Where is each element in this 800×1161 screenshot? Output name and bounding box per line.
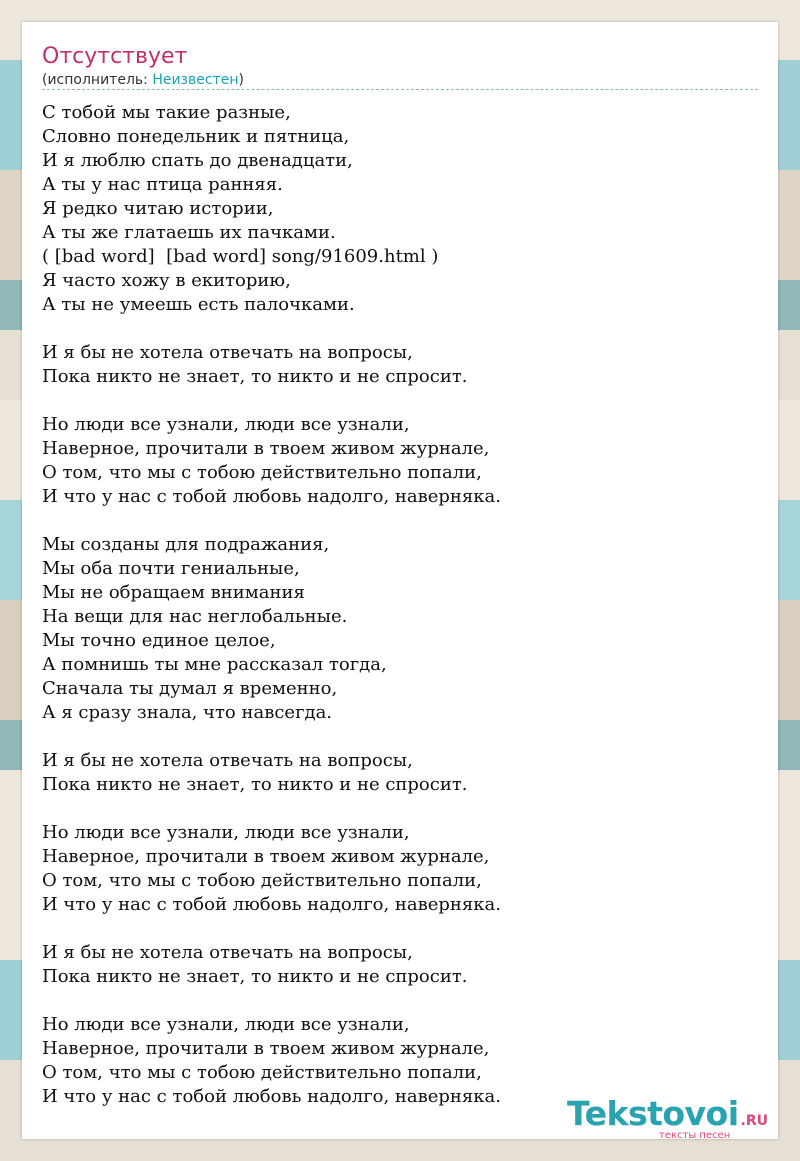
title-divider xyxy=(42,89,758,90)
artist-suffix: ) xyxy=(238,72,244,88)
lyrics-stanza xyxy=(42,533,501,725)
artist-link[interactable]: Неизвестен xyxy=(152,72,239,88)
lyrics-line: Пока никто не знает, то никто и не спросит. xyxy=(42,966,468,987)
lyrics-line: Наверное, прочитали в твоем живом журнале, xyxy=(42,438,490,459)
lyrics-stanza xyxy=(42,821,501,917)
lyrics-line: Пока никто не знает, то никто и не спросит. xyxy=(42,366,468,387)
lyrics-stanza xyxy=(42,749,501,797)
lyrics-line: Мы созданы для подражания, xyxy=(42,534,330,555)
lyrics-line: О том, что мы с тобою действительно попали, xyxy=(42,870,482,891)
song-title: Отсутствует xyxy=(42,44,188,69)
lyrics-line: Сначала ты думал я временно, xyxy=(42,678,338,699)
lyrics-stanza xyxy=(42,413,501,509)
lyrics-line: А помнишь ты мне рассказал тогда, xyxy=(42,654,387,675)
lyrics-line: Но люди все узнали, люди все узнали, xyxy=(42,414,410,435)
lyrics-line: И что у нас с тобой любовь надолго, наверняка. xyxy=(42,894,501,915)
lyrics-stanza xyxy=(42,941,501,989)
artist-prefix: (исполнитель: xyxy=(42,72,153,88)
lyrics-line: А ты не умеешь есть палочками. xyxy=(42,294,355,315)
lyrics-line: О том, что мы с тобою действительно попали, xyxy=(42,1062,482,1083)
lyrics-line: ( [bad word] [bad word] song/91609.html ) xyxy=(42,246,439,267)
lyrics-line: Мы точно единое целое, xyxy=(42,630,276,651)
lyrics-line: Словно понедельник и пятница, xyxy=(42,126,350,147)
lyrics-line: А я сразу знала, что навсегда. xyxy=(42,702,333,723)
lyrics-stanza xyxy=(42,341,501,389)
lyrics-text xyxy=(42,101,501,1109)
logo-tagline: тексты песен xyxy=(659,1130,731,1141)
lyrics-line: Мы не обращаем внимания xyxy=(42,582,305,603)
lyrics-line: И что у нас с тобой любовь надолго, наверняка. xyxy=(42,1086,501,1107)
artist-line xyxy=(42,71,244,89)
lyrics-line: Наверное, прочитали в твоем живом журнале, xyxy=(42,1038,490,1059)
lyrics-line: Я редко читаю истории, xyxy=(42,198,274,219)
lyrics-line: И я люблю спать до двенадцати, xyxy=(42,150,353,171)
logo-domain-suffix: .RU xyxy=(740,1113,769,1129)
lyrics-card xyxy=(22,22,778,1139)
lyrics-line: Пока никто не знает, то никто и не спросит. xyxy=(42,774,468,795)
lyrics-line: На вещи для нас неглобальные. xyxy=(42,606,348,627)
lyrics-line: А ты же глатаешь их пачками. xyxy=(42,222,336,243)
lyrics-line: И я бы не хотела отвечать на вопросы, xyxy=(42,750,413,771)
lyrics-line: Но люди все узнали, люди все узнали, xyxy=(42,1014,410,1035)
lyrics-line: О том, что мы с тобою действительно попали, xyxy=(42,462,482,483)
site-logo[interactable] xyxy=(567,1094,777,1139)
lyrics-line: Я часто хожу в екиторию, xyxy=(42,270,291,291)
lyrics-stanza xyxy=(42,101,501,317)
lyrics-line: А ты у нас птица ранняя. xyxy=(42,174,283,195)
lyrics-line: И я бы не хотела отвечать на вопросы, xyxy=(42,942,413,963)
lyrics-line: Наверное, прочитали в твоем живом журнале, xyxy=(42,846,490,867)
lyrics-line: И я бы не хотела отвечать на вопросы, xyxy=(42,342,413,363)
lyrics-stanza xyxy=(42,1013,501,1109)
lyrics-line: Мы оба почти гениальные, xyxy=(42,558,300,579)
lyrics-line: С тобой мы такие разные, xyxy=(42,102,291,123)
lyrics-line: И что у нас с тобой любовь надолго, наверняка. xyxy=(42,486,501,507)
logo-wordmark: Tekstovoi xyxy=(567,1094,739,1133)
lyrics-line: Но люди все узнали, люди все узнали, xyxy=(42,822,410,843)
